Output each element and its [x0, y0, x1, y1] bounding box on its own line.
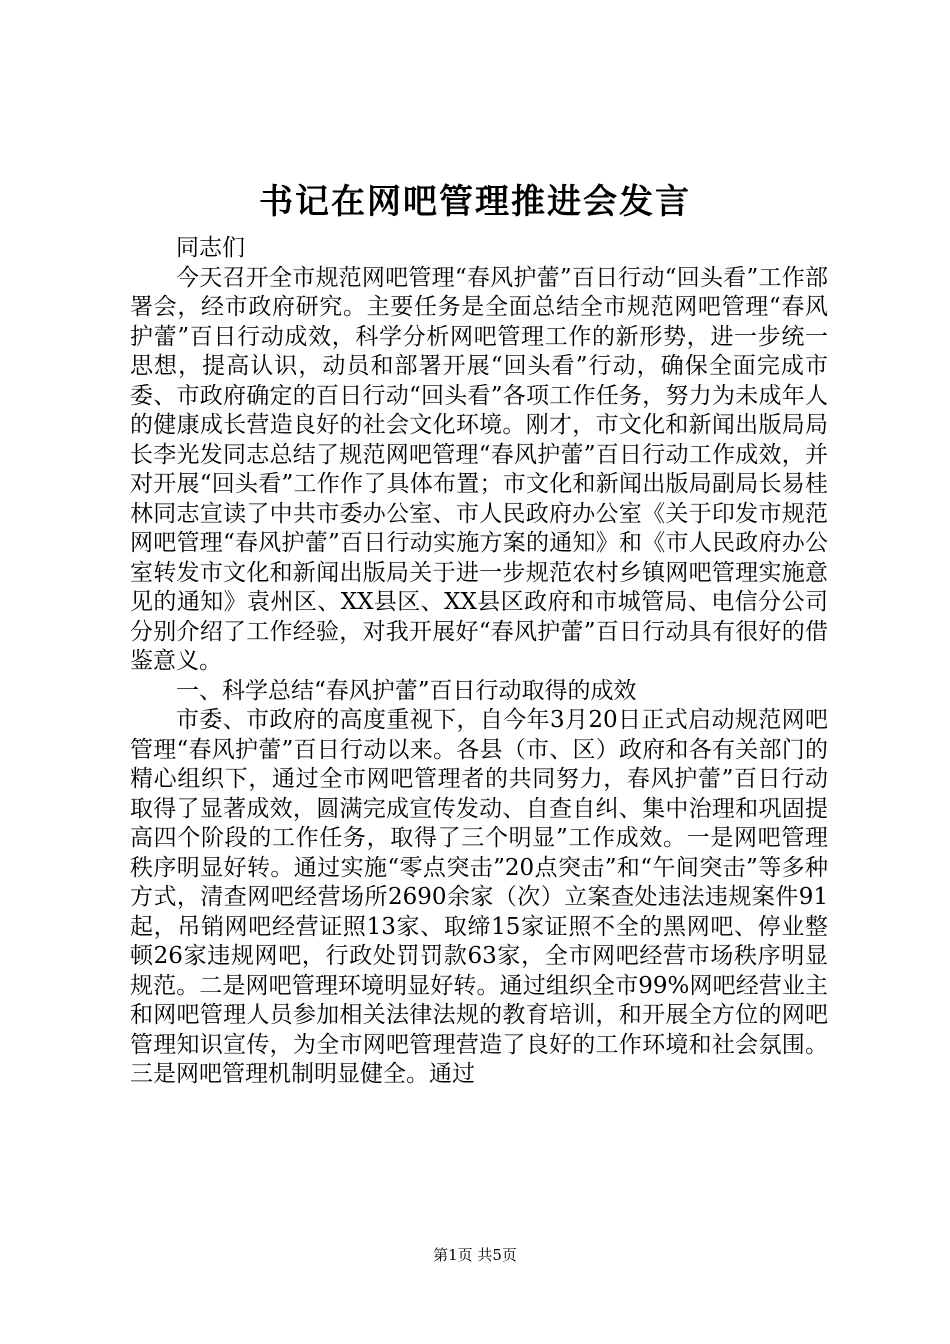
intro-paragraph: 今天召开全市规范网吧管理“春风护蕾”百日行动“回头看”工作部署会，经市政府研究。主要任务是全面总结全市规范网吧管理“春风护蕾”百日行动成效，科学分析网吧管理工作的新形势，进一步统一思想，提高认识，动员和部署开展“回头看”行动，确保全面完成市委、市政府确定的百日行动“回头看”各项工作任务，努力为未成年人的健康成长营造良好的社会文化环境。刚才，市文化和新闻出版局局长李光发同志总结了规范网吧管理“春风护蕾”百日行动工作成效，并对开展“回头看”工作作了具体布置；市文化和新闻出版局副局长易桂林同志宣读了中共市委办公室、市人民政府办公室《关于印发市规范网吧管理“春风护蕾”百日行动实施方案的通知》和《市人民政府办公室转发市文化和新闻出版局关于进一步规范农村乡镇网吧管理实施意见的通知》袁州区、XX县区、XX县区政府和市城管局、电信分公司分别介绍了工作经验，对我开展好“春风护蕾”百日行动具有很好的借鉴意义。 — [130, 264, 828, 674]
page-footer: 第1页 共5页 — [433, 1246, 517, 1264]
salutation-paragraph: 同志们 — [176, 235, 245, 261]
document-body — [130, 234, 828, 1090]
document-title: 书记在网吧管理推进会发言 — [259, 182, 691, 222]
achievements-paragraph: 市委、市政府的高度重视下，自今年3月20日正式启动规范网吧管理“春风护蕾”百日行动以来。各县（市、区）政府和各有关部门的精心组织下，通过全市网吧管理者的共同努力，春风护蕾”百日行动取得了显著成效，圆满完成宣传发动、自查自纠、集中治理和巩固提高四个阶段的工作任务，取得了三个明显”工作成效。一是网吧管理秩序明显好转。通过实施“零点突击”20点突击”和“午间突击”等多种方式，清查网吧经营场所2690余家（次）立案查处违法违规案件91起，吊销网吧经营证照13家、取缔15家证照不全的黑网吧、停业整顿26家违规网吧，行政处罚罚款63家，全市网吧经营市场秩序明显规范。二是网吧管理环境明显好转。通过组织全市99%网吧经营业主和网吧管理人员参加相关法律法规的教育培训，和开展全方位的网吧管理知识宣传，为全市网吧管理营造了良好的工作环境和社会氛围。三是网吧管理机制明显健全。通过 — [130, 707, 828, 1087]
section-heading: 一、科学总结“春风护蕾”百日行动取得的成效 — [176, 677, 637, 704]
